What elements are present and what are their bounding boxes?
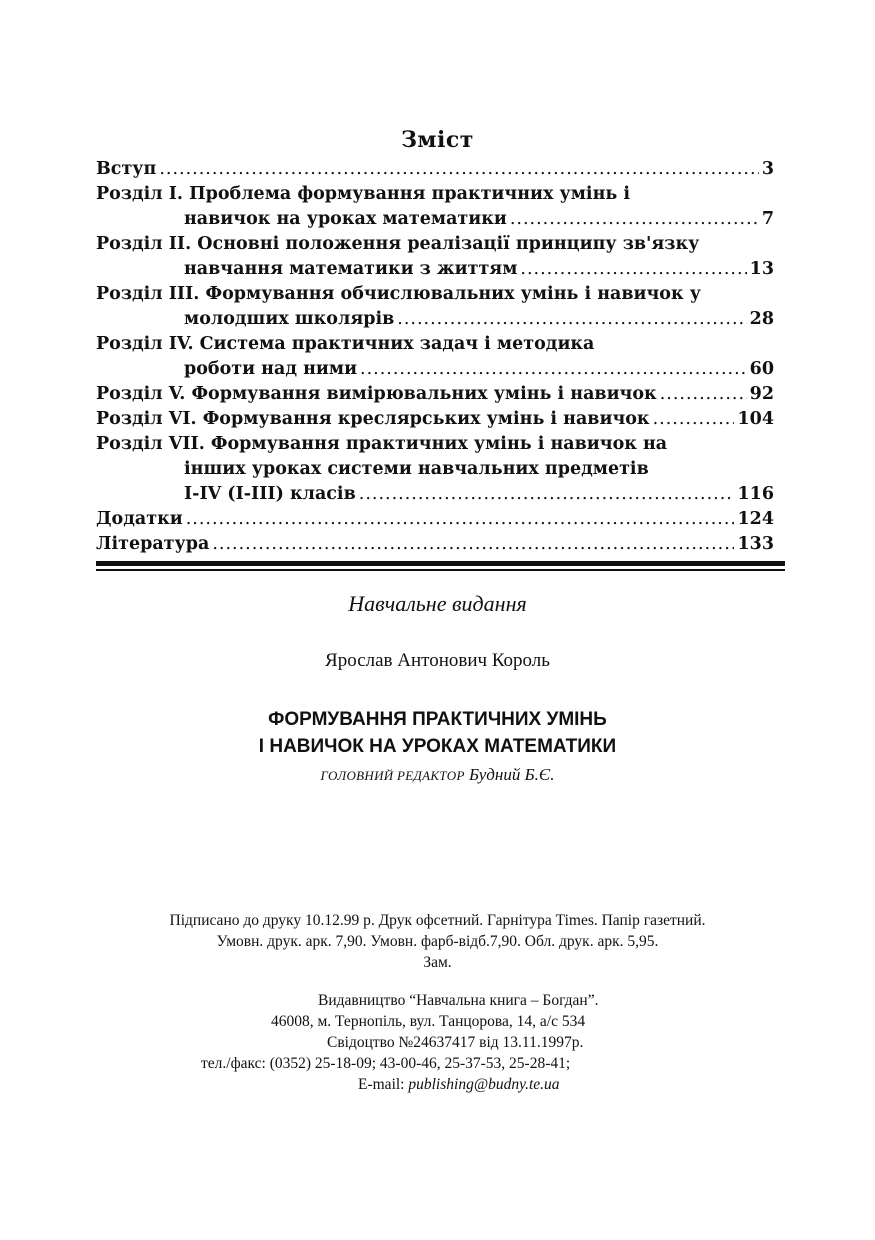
- dot-leader: [186, 507, 735, 532]
- toc-entry-label: Розділ ІІ. Основні положення реалізації принципу зв'язку: [96, 234, 700, 254]
- toc-entry-label: Розділ ІІІ. Формування обчислювальних умінь і навичок у: [96, 284, 701, 304]
- toc-entry-introduction: [96, 157, 774, 182]
- publisher-info: [0, 990, 875, 1095]
- author-name: Ярослав Антонович Король: [325, 650, 550, 671]
- divider-thin: [96, 569, 785, 571]
- toc-page-number: 116: [737, 484, 774, 504]
- dot-leader: [653, 407, 735, 432]
- toc-entry-label: роботи над ними: [184, 359, 358, 379]
- toc-page-number: 60: [749, 359, 774, 379]
- dot-leader: [510, 207, 759, 232]
- print-details-line-2: Умовн. друк. арк. 7,90. Умовн. фарб-відб.7,90. Обл. друк. арк. 5,95.: [216, 933, 659, 950]
- toc-page-number: 28: [749, 309, 774, 329]
- dot-leader: [660, 382, 747, 407]
- toc-entry-chapter-4: [96, 332, 774, 357]
- toc-entry-label: Література: [96, 534, 210, 554]
- dot-leader: [359, 482, 735, 507]
- toc-entry-chapter-7: [96, 432, 774, 457]
- publisher-phones: тел./факс: (0352) 25-18-09; 43-00-46, 25-37-53, 25-28-41;: [201, 1055, 571, 1072]
- book-title: [0, 706, 875, 760]
- dot-leader: [159, 157, 759, 182]
- print-details-line-1: Підписано до друку 10.12.99 р. Друк офсетний. Гарнітура Times. Папір газетний.: [169, 912, 706, 929]
- email-address[interactable]: publishing@budny.te.ua: [408, 1076, 560, 1093]
- toc-page-number: 7: [761, 209, 774, 229]
- toc-entry-chapter-3: [96, 282, 774, 307]
- toc-entry-chapter-3-cont: [96, 307, 774, 332]
- toc-entry-chapter-7-cont: [96, 457, 774, 482]
- dot-leader: [397, 307, 746, 332]
- toc-entry-chapter-2: [96, 232, 774, 257]
- toc-entry-label: навчання математики з життям: [184, 259, 518, 279]
- publisher-certificate: Свідоцтво №24637417 від 13.11.1997р.: [327, 1034, 584, 1051]
- print-details-line-3: Зам.: [423, 954, 452, 971]
- edition-type: Навчальне видання: [348, 591, 527, 616]
- toc-entry-chapter-1-cont: [96, 207, 774, 232]
- book-title-line-2: І НАВИЧОК НА УРОКАХ МАТЕМАТИКИ: [258, 736, 617, 757]
- publisher-address: 46008, м. Тернопіль, вул. Танцорова, 14, а/с 534: [271, 1013, 586, 1030]
- toc-entry-label: молодших школярів: [184, 309, 395, 329]
- dot-leader: [520, 257, 746, 282]
- email-label: E-mail:: [358, 1076, 405, 1093]
- toc-page-number: 13: [749, 259, 774, 279]
- chief-editor: [0, 765, 875, 785]
- book-title-line-1: ФОРМУВАННЯ ПРАКТИЧНИХ УМІНЬ: [268, 709, 607, 730]
- toc-entry-label: Розділ І. Проблема формування практичних умінь і: [96, 184, 631, 204]
- toc-title: Зміст: [401, 127, 474, 153]
- toc-page-number: 124: [737, 509, 774, 529]
- toc-page-number: 92: [749, 384, 774, 404]
- table-of-contents: [96, 157, 774, 557]
- toc-entry-label: Додатки: [96, 509, 183, 529]
- toc-entry-label: Вступ: [96, 159, 157, 179]
- toc-entry-chapter-6: [96, 407, 774, 432]
- toc-entry-chapter-2-cont: [96, 257, 774, 282]
- dot-leader: [212, 532, 734, 557]
- toc-entry-chapter-5: [96, 382, 774, 407]
- toc-entry-label: Розділ VІ. Формування креслярських умінь і навичок: [96, 409, 650, 429]
- toc-entry-appendices: [96, 507, 774, 532]
- dot-leader: [360, 357, 747, 382]
- publisher-name: Видавництво “Навчальна книга – Богдан”.: [318, 992, 599, 1009]
- toc-entry-label: навичок на уроках математики: [184, 209, 507, 229]
- toc-page-number: 133: [737, 534, 774, 554]
- toc-entry-chapter-4-cont: [96, 357, 774, 382]
- print-details: [0, 910, 875, 973]
- publisher-email: [358, 1074, 875, 1095]
- divider-thick: [96, 561, 785, 566]
- toc-entry-label: інших уроках системи навчальних предметів: [184, 459, 649, 479]
- toc-entry-chapter-7-cont2: [96, 482, 774, 507]
- toc-page-number: 3: [761, 159, 774, 179]
- editor-name: Будний Б.Є.: [468, 765, 555, 784]
- toc-entry-literature: [96, 532, 774, 557]
- toc-entry-label: Розділ ІV. Система практичних задач і методика: [96, 334, 595, 354]
- toc-entry-label: Розділ VІІ. Формування практичних умінь і навичок на: [96, 434, 668, 454]
- toc-entry-label: Розділ V. Формування вимірювальних умінь і навичок: [96, 384, 657, 404]
- toc-page-number: 104: [737, 409, 774, 429]
- toc-entry-chapter-1: [96, 182, 774, 207]
- editor-role: ГОЛОВНИЙ РЕДАКТОР: [320, 768, 465, 783]
- toc-entry-label: І-ІV (І-ІІІ) класів: [184, 484, 356, 504]
